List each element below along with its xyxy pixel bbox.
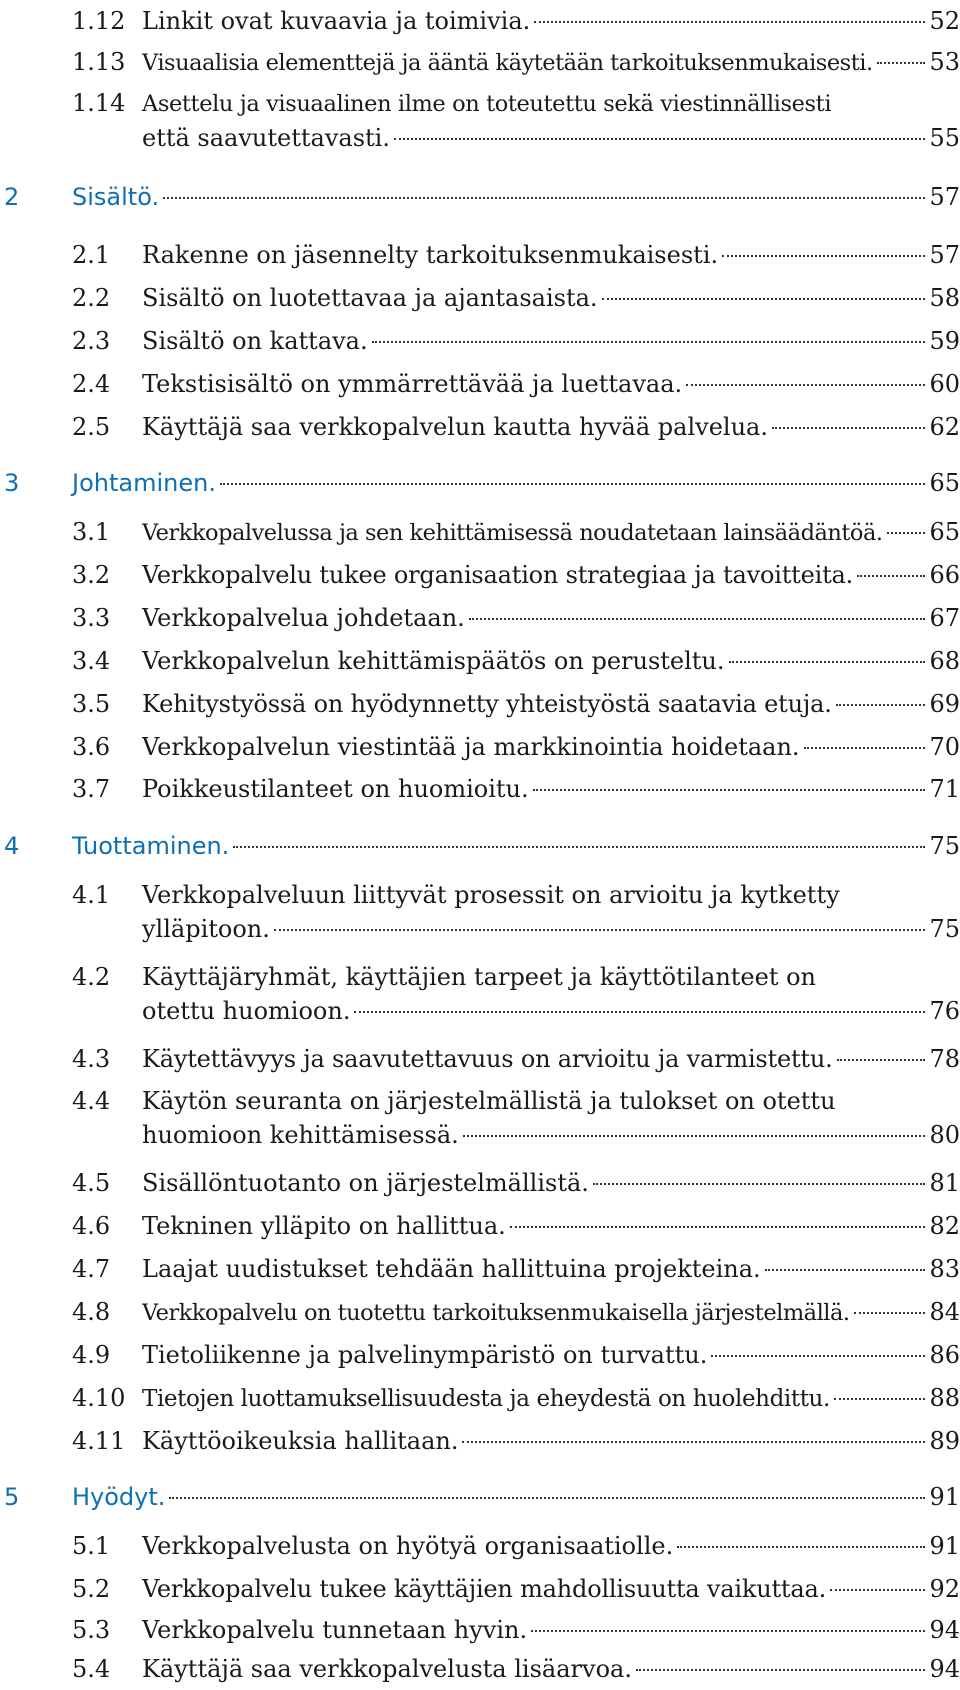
dot-leader bbox=[836, 704, 926, 706]
toc-entry-title-line1: Käytön seuranta on järjestelmällistä ja tulokset on otettu bbox=[142, 1087, 836, 1116]
toc-entry-3-6[interactable] bbox=[72, 730, 960, 764]
toc-entry-title: Laajat uudistukset tehdään hallittuina projekteina. bbox=[142, 1255, 761, 1284]
toc-entry-title-line2: että saavutettavasti. bbox=[142, 123, 390, 152]
toc-entry-page: 67 bbox=[929, 603, 960, 632]
chapter-page: 57 bbox=[929, 182, 960, 211]
toc-entry-title-line2: ylläpitoon. bbox=[142, 914, 270, 943]
toc-entry-4-2[interactable] bbox=[72, 960, 960, 1028]
toc-entry-number: 4.2 bbox=[72, 962, 111, 991]
toc-entry-number: 3.3 bbox=[72, 603, 111, 632]
toc-entry-3-1[interactable] bbox=[72, 515, 960, 550]
toc-chapter-5[interactable] bbox=[0, 1480, 960, 1514]
toc-entry-5-1[interactable] bbox=[72, 1529, 960, 1563]
toc-entry-page: 66 bbox=[929, 560, 960, 589]
toc-entry-page: 71 bbox=[929, 775, 960, 804]
toc-entry-title: Rakenne on jäsennelty tarkoituksenmukaisesti. bbox=[142, 241, 719, 270]
toc-entry-1-13[interactable] bbox=[72, 45, 960, 80]
toc-entry-page: 52 bbox=[929, 7, 960, 35]
toc-entry-page: 59 bbox=[929, 326, 960, 355]
toc-entry-number: 5.2 bbox=[72, 1575, 111, 1604]
toc-entry-2-3[interactable] bbox=[72, 324, 960, 358]
dot-leader bbox=[602, 298, 926, 300]
dot-leader bbox=[233, 846, 925, 848]
toc-entry-3-4[interactable] bbox=[72, 644, 960, 678]
chapter-number: 5 bbox=[4, 1483, 20, 1512]
toc-entry-title: Verkkopalvelu tukee organisaation strategiaa ja tavoitteita. bbox=[142, 560, 854, 589]
toc-entry-number: 2.5 bbox=[72, 412, 111, 441]
dot-leader bbox=[857, 575, 925, 577]
toc-entry-4-7[interactable] bbox=[72, 1252, 960, 1286]
dot-leader bbox=[462, 1441, 925, 1443]
toc-entry-2-5[interactable] bbox=[72, 410, 960, 444]
dot-leader bbox=[830, 1589, 925, 1591]
toc-entry-1-14[interactable] bbox=[72, 86, 960, 155]
toc-entry-number: 3.7 bbox=[72, 775, 111, 804]
toc-entry-3-7[interactable] bbox=[72, 772, 960, 806]
toc-entry-page: 62 bbox=[929, 412, 960, 441]
toc-entry-page: 69 bbox=[929, 689, 960, 718]
toc-entry-4-3[interactable] bbox=[72, 1042, 960, 1076]
toc-entry-title-line1: Käyttäjäryhmät, käyttäjien tarpeet ja käyttötilanteet on bbox=[142, 962, 817, 991]
toc-entry-page: 88 bbox=[929, 1383, 960, 1412]
toc-entry-3-5[interactable] bbox=[72, 687, 960, 721]
toc-entry-number: 4.4 bbox=[72, 1087, 111, 1116]
dot-leader bbox=[394, 138, 925, 140]
toc-entry-number: 3.2 bbox=[72, 560, 111, 589]
toc-entry-number: 2.1 bbox=[72, 241, 111, 270]
toc-entry-title: Visuaalisia elementtejä ja ääntä käytetään tarkoituksenmukaisesti. bbox=[142, 49, 873, 76]
toc-entry-title: Verkkopalvelussa ja sen kehittämisessä noudatetaan lainsäädäntöä. bbox=[142, 519, 883, 546]
toc-entry-number: 4.3 bbox=[72, 1044, 111, 1073]
toc-entry-page: 57 bbox=[929, 241, 960, 270]
dot-leader bbox=[722, 255, 925, 257]
toc-entry-number: 4.5 bbox=[72, 1169, 111, 1198]
dot-leader bbox=[469, 618, 926, 620]
toc-entry-title: Sisällöntuotanto on järjestelmällistä. bbox=[142, 1169, 589, 1198]
toc-entry-title: Verkkopalvelun viestintää ja markkinointia hoidetaan. bbox=[142, 732, 800, 761]
toc-entry-page: 53 bbox=[929, 47, 960, 76]
dot-leader bbox=[804, 747, 926, 749]
toc-entry-title: Käytettävyys ja saavutettavuus on arvioitu ja varmistettu. bbox=[142, 1044, 833, 1073]
dot-leader bbox=[729, 661, 926, 663]
toc-entry-number: 1.12 bbox=[72, 7, 126, 35]
toc-entry-title: Käyttöoikeuksia hallitaan. bbox=[142, 1426, 459, 1455]
toc-entry-title: Tietojen luottamuksellisuudesta ja eheydestä on huolehdittu. bbox=[142, 1385, 830, 1412]
toc-entry-2-1[interactable] bbox=[72, 238, 960, 272]
toc-entry-title: Verkkopalvelu tunnetaan hyvin. bbox=[142, 1615, 528, 1644]
chapter-title: Johtaminen. bbox=[72, 469, 216, 498]
dot-leader bbox=[854, 1312, 926, 1314]
dot-leader bbox=[711, 1355, 925, 1357]
toc-entry-number: 4.8 bbox=[72, 1298, 111, 1327]
toc-entry-number: 4.7 bbox=[72, 1255, 111, 1284]
dot-leader bbox=[686, 384, 925, 386]
dot-leader bbox=[463, 1135, 926, 1137]
chapter-page: 91 bbox=[929, 1483, 960, 1512]
toc-entry-page: 91 bbox=[929, 1532, 960, 1561]
dot-leader bbox=[531, 1630, 925, 1632]
toc-entry-page: 92 bbox=[929, 1575, 960, 1604]
toc-entry-title: Verkkopalvelun kehittämispäätös on perusteltu. bbox=[142, 646, 725, 675]
toc-entry-number: 3.5 bbox=[72, 689, 111, 718]
toc-entry-number: 5.3 bbox=[72, 1615, 111, 1644]
toc-entry-title: Tietoliikenne ja palvelinympäristö on turvattu. bbox=[142, 1341, 708, 1369]
toc-entry-title: Verkkopalvelua johdetaan. bbox=[142, 603, 465, 632]
toc-entry-page: 86 bbox=[929, 1341, 960, 1369]
toc-entry-page: 83 bbox=[929, 1255, 960, 1284]
dot-leader bbox=[834, 1398, 926, 1400]
toc-entry-title: Tekstisisältö on ymmärrettävää ja luettavaa. bbox=[142, 369, 683, 398]
dot-leader bbox=[887, 532, 926, 534]
toc-entry-number: 3.6 bbox=[72, 732, 111, 761]
toc-entry-page: 84 bbox=[929, 1298, 960, 1327]
toc-entry-title: Linkit ovat kuvaavia ja toimivia. bbox=[142, 7, 531, 35]
chapter-title: Sisältö. bbox=[72, 182, 160, 211]
toc-entry-title: Kehitystyössä on hyödynnetty yhteistyöstä saatavia etuja. bbox=[142, 689, 832, 718]
toc-entry-title-line2: otettu huomioon. bbox=[142, 996, 351, 1025]
chapter-page: 75 bbox=[929, 831, 960, 860]
toc-entry-title: Poikkeustilanteet on huomioitu. bbox=[142, 775, 529, 804]
dot-leader bbox=[372, 341, 926, 343]
dot-leader bbox=[837, 1059, 926, 1061]
toc-entry-4-1[interactable] bbox=[72, 878, 960, 946]
toc-entry-title: Käyttäjä saa verkkopalvelun kautta hyvää palvelua. bbox=[142, 412, 768, 441]
toc-entry-page: 55 bbox=[929, 123, 960, 152]
toc-entry-title: Tekninen ylläpito on hallittua. bbox=[142, 1212, 506, 1241]
toc-entry-page: 81 bbox=[929, 1169, 960, 1198]
dot-leader bbox=[534, 21, 925, 23]
toc-entry-number: 1.14 bbox=[72, 88, 126, 117]
dot-leader bbox=[274, 929, 926, 931]
toc-entry-5-2[interactable] bbox=[72, 1572, 960, 1606]
toc-entry-page: 70 bbox=[929, 732, 960, 761]
dot-leader bbox=[163, 197, 925, 199]
dot-leader bbox=[593, 1183, 926, 1185]
toc-entry-page: 65 bbox=[929, 517, 960, 546]
toc-entry-page: 94 bbox=[929, 1655, 960, 1683]
chapter-number: 2 bbox=[4, 182, 20, 211]
toc-entry-number: 3.1 bbox=[72, 517, 111, 546]
toc-entry-page: 68 bbox=[929, 646, 960, 675]
toc-entry-number: 2.4 bbox=[72, 369, 111, 398]
toc-entry-page: 80 bbox=[929, 1121, 960, 1150]
toc-entry-number: 4.1 bbox=[72, 880, 111, 909]
chapter-number: 4 bbox=[4, 831, 20, 860]
toc-entry-4-4[interactable] bbox=[72, 1084, 960, 1152]
toc-entry-title: Verkkopalvelusta on hyötyä organisaatiolle. bbox=[142, 1532, 674, 1561]
toc-chapter-2[interactable] bbox=[0, 180, 960, 214]
chapter-title: Tuottaminen. bbox=[72, 831, 230, 860]
toc-entry-4-11[interactable] bbox=[72, 1424, 960, 1458]
toc-entry-number: 4.9 bbox=[72, 1341, 111, 1369]
toc-entry-page: 94 bbox=[929, 1615, 960, 1644]
toc-entry-number: 2.3 bbox=[72, 326, 111, 355]
toc-entry-number: 4.6 bbox=[72, 1212, 111, 1241]
dot-leader bbox=[354, 1011, 925, 1013]
toc-entry-title-line2: huomioon kehittämisessä. bbox=[142, 1121, 459, 1150]
toc-entry-title: Verkkopalvelu on tuotettu tarkoituksenmukaisella järjestelmällä. bbox=[142, 1300, 850, 1327]
toc-entry-page: 58 bbox=[929, 283, 960, 312]
toc-entry-number: 1.13 bbox=[72, 47, 126, 76]
toc-entry-4-10[interactable] bbox=[72, 1381, 960, 1416]
toc-entry-title: Verkkopalvelu tukee käyttäjien mahdollisuutta vaikuttaa. bbox=[142, 1575, 827, 1604]
toc-entry-5-3[interactable] bbox=[72, 1613, 960, 1647]
chapter-page: 65 bbox=[929, 469, 960, 498]
toc-entry-page: 78 bbox=[929, 1044, 960, 1073]
toc-entry-3-3[interactable] bbox=[72, 601, 960, 635]
toc-entry-title-line1: Verkkopalveluun liittyvät prosessit on arvioitu ja kytketty bbox=[142, 880, 840, 909]
dot-leader bbox=[510, 1226, 926, 1228]
dot-leader bbox=[772, 427, 925, 429]
dot-leader bbox=[533, 789, 926, 791]
toc-entry-title: Sisältö on kattava. bbox=[142, 326, 368, 355]
toc-chapter-3[interactable] bbox=[0, 466, 960, 500]
toc-entry-number: 5.1 bbox=[72, 1532, 111, 1561]
dot-leader bbox=[765, 1269, 926, 1271]
toc-entry-number: 3.4 bbox=[72, 646, 111, 675]
toc-entry-page: 75 bbox=[929, 914, 960, 943]
toc-entry-2-2[interactable] bbox=[72, 281, 960, 315]
toc-entry-3-2[interactable] bbox=[72, 558, 960, 592]
toc-entry-5-4[interactable] bbox=[72, 1652, 960, 1686]
toc-entry-number: 4.11 bbox=[72, 1426, 126, 1455]
toc-entry-title: Käyttäjä saa verkkopalvelusta lisäarvoa. bbox=[142, 1655, 632, 1683]
toc-entry-page: 76 bbox=[929, 996, 960, 1025]
toc-entry-title-line1: Asettelu ja visuaalinen ilme on toteutettu sekä viestinnällisesti bbox=[142, 90, 832, 117]
dot-leader bbox=[677, 1546, 925, 1548]
toc-chapter-4[interactable] bbox=[0, 829, 960, 863]
toc-entry-2-4[interactable] bbox=[72, 367, 960, 401]
toc-entry-page: 60 bbox=[929, 369, 960, 398]
chapter-title: Hyödyt. bbox=[72, 1483, 166, 1512]
dot-leader bbox=[636, 1669, 926, 1671]
dot-leader bbox=[877, 62, 926, 64]
toc-entry-1-12[interactable] bbox=[72, 4, 960, 38]
toc-entry-4-6[interactable] bbox=[72, 1209, 960, 1243]
dot-leader bbox=[169, 1497, 925, 1499]
toc-entry-page: 82 bbox=[929, 1212, 960, 1241]
toc-entry-title: Sisältö on luotettavaa ja ajantasaista. bbox=[142, 283, 598, 312]
toc-entry-4-8[interactable] bbox=[72, 1295, 960, 1330]
dot-leader bbox=[220, 483, 926, 485]
toc-entry-number: 5.4 bbox=[72, 1655, 111, 1683]
toc-entry-4-5[interactable] bbox=[72, 1166, 960, 1200]
toc-entry-page: 89 bbox=[929, 1426, 960, 1455]
toc-entry-4-9[interactable] bbox=[72, 1338, 960, 1372]
toc-entry-number: 2.2 bbox=[72, 283, 111, 312]
toc-entry-number: 4.10 bbox=[72, 1383, 126, 1412]
chapter-number: 3 bbox=[4, 469, 20, 498]
